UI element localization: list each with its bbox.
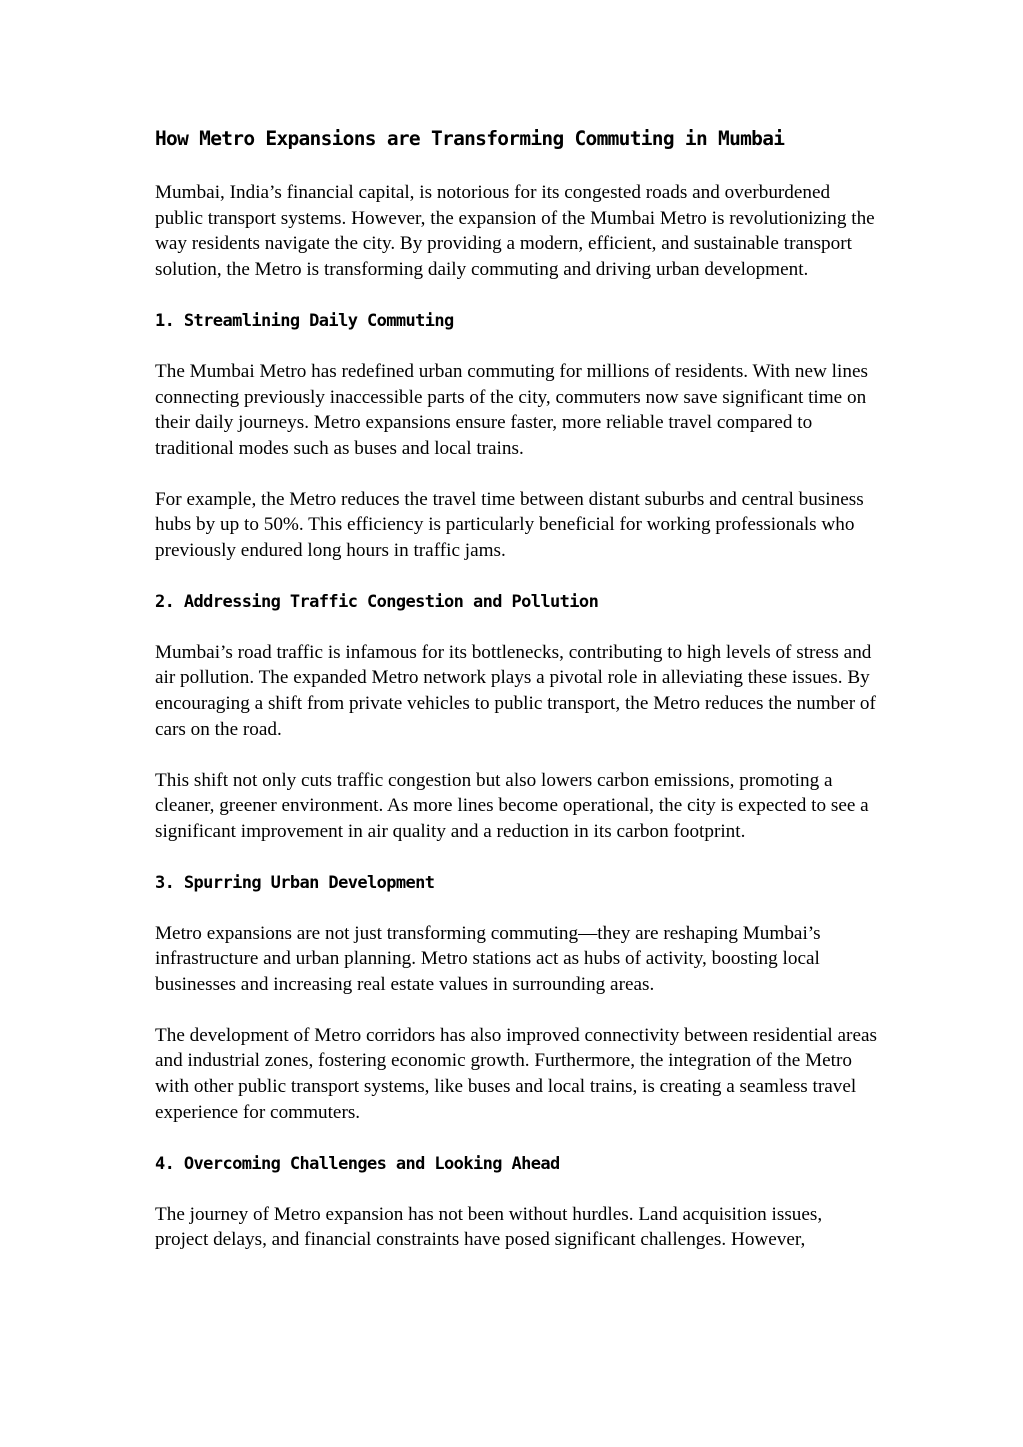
- document-body: [155, 124, 880, 1253]
- document-title: How Metro Expansions are Transforming Commuting in Mumbai: [155, 127, 785, 150]
- section-1-paragraph-1: The Mumbai Metro has redefined urban commuting for millions of residents. With new lines connecting previously inaccessible parts of the city, commuters now save significant time on their daily journeys. Metro expansions ensure faster, more reliable travel compared to traditional modes such as buses and local trains.: [155, 360, 868, 459]
- intro-paragraph: Mumbai, India’s financial capital, is notorious for its congested roads and overburdened public transport systems. However, the expansion of the Mumbai Metro is revolutionizing the way residents navigate the city. By providing a modern, efficient, and sustainable transport solution, the Metro is transforming daily commuting and driving urban development.: [155, 182, 875, 281]
- section-1-heading: 1. Streamlining Daily Commuting: [155, 310, 454, 331]
- section-2-heading: 2. Addressing Traffic Congestion and Pollution: [155, 591, 599, 612]
- section-3-paragraph-1: Metro expansions are not just transforming commuting—they are reshaping Mumbai’s infrastructure and urban planning. Metro stations act as hubs of activity, boosting local businesses and increasing real estate values in surrounding areas.: [155, 922, 821, 996]
- section-2-paragraph-1: Mumbai’s road traffic is infamous for its bottlenecks, contributing to high levels of stress and air pollution. The expanded Metro network plays a pivotal role in alleviating these issues. By encouraging a shift from private vehicles to public transport, the Metro reduces the number of cars on the road.: [155, 641, 876, 740]
- section-3-heading: 3. Spurring Urban Development: [155, 872, 435, 893]
- section-1-paragraph-2: For example, the Metro reduces the travel time between distant suburbs and central business hubs by up to 50%. This efficiency is particularly beneficial for working professionals who previously endured long hours in traffic jams.: [155, 488, 864, 562]
- section-4-paragraph-1: The journey of Metro expansion has not been without hurdles. Land acquisition issues, project delays, and financial constraints have posed significant challenges. However,: [155, 1203, 823, 1251]
- section-2-paragraph-2: This shift not only cuts traffic congestion but also lowers carbon emissions, promoting a cleaner, greener environment. As more lines become operational, the city is expected to see a significant improvement in air quality and a reduction in its carbon footprint.: [155, 769, 869, 842]
- section-3-paragraph-2: The development of Metro corridors has also improved connectivity between residential areas and industrial zones, fostering economic growth. Furthermore, the integration of the Metro with other public transport systems, like buses and local trains, is creating a seamless travel experience for commuters.: [155, 1024, 877, 1123]
- section-4-heading: 4. Overcoming Challenges and Looking Ahead: [155, 1153, 560, 1174]
